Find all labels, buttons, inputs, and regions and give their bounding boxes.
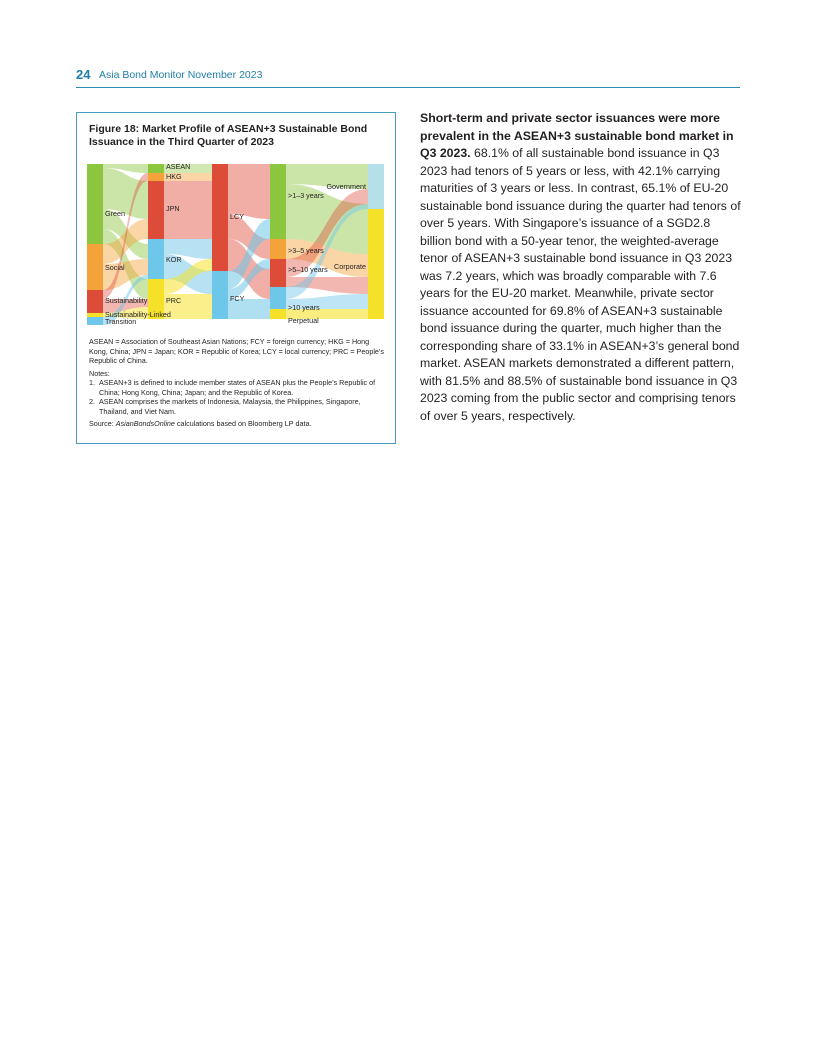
node-jpn <box>148 181 164 239</box>
note-number: 1. <box>89 378 95 387</box>
node-social <box>87 244 103 290</box>
node-10 <box>270 287 286 309</box>
link-lcy-1to3 <box>228 164 270 219</box>
notes-heading: Notes: <box>89 368 110 378</box>
figure-notes <box>89 337 389 432</box>
label-sustainability: Sustainability <box>105 296 148 305</box>
body-paragraph <box>420 110 742 425</box>
node-green <box>87 164 103 244</box>
paragraph-text: 68.1% of all sustainable bond issuance in Q3 2023 had tenors of 5 years or less, with 42.1% carrying maturities of 3 years or less. In contrast, 65.1% of EU-20 sustainable bond issuance during the quarter had tenors of over 5 years. With Singapore’s issuance of a SGD2.8 billion bond with a 50-year tenor, the weighted-average tenor of ASEAN+3 sustainable bond issuance in Q3 2023 was 7.2 years, which was broadly comparable with 7.6 years for the EU-20 market. Meanwhile, private sector issuance accounted for 69.8% of ASEAN+3 sustainable bond issuance during the quarter, much higher than the corresponding share of 33.1% in ASEAN+3’s general bond market. ASEAN markets demonstrated a different pattern, with 81.5% and 88.5% of sustainable bond issuance in Q3 2023 coming from the public sector and comprising tenors of over 5 years, respectively. <box>420 146 741 423</box>
label-10: >10 years <box>288 303 320 312</box>
node-transition <box>87 317 103 325</box>
node-1to3 <box>270 164 286 239</box>
node-asean <box>148 164 164 173</box>
node-3to5 <box>270 239 286 259</box>
label-jpn: JPN <box>166 204 180 213</box>
node-hkg <box>148 173 164 181</box>
source-prefix: Source: <box>89 419 116 428</box>
label-green: Green <box>105 209 125 218</box>
sankey-chart <box>86 159 388 327</box>
label-lcy: LCY <box>230 212 244 221</box>
label-perpetual: Perpetual <box>288 316 319 325</box>
node-sustainability-linked <box>87 313 103 317</box>
label-transition: Transition <box>105 317 137 326</box>
note-text: ASEAN+3 is defined to include member states of ASEAN plus the People’s Republic of China; Hong Kong, China; Japan; and the Republic of Korea. <box>99 378 376 397</box>
abbreviations-note: ASEAN = Association of Southeast Asian Nations; FCY = foreign currency; HKG = Hong Kong, China; JPN = Japan; KOR = Republic of Korea; LCY = local currency; PRC = People’s Republic of China. <box>89 337 384 365</box>
note-number: 2. <box>89 397 95 406</box>
label-corporate: Corporate <box>334 262 366 271</box>
label-prc: PRC <box>166 296 182 305</box>
lead-sentence: Short-term and private sector issuances were more prevalent in the ASEAN+3 sustainable bond market in Q3 2023. <box>420 111 734 160</box>
node-lcy <box>212 164 228 271</box>
node-5to10 <box>270 259 286 287</box>
source-note <box>89 419 389 429</box>
label-5to10: >5–10 years <box>288 265 328 274</box>
label-fcy: FCY <box>230 294 245 303</box>
note-item <box>89 378 389 397</box>
label-sustainability-linked: Sustainability-Linked <box>105 310 171 319</box>
running-header <box>76 67 740 88</box>
link-fcy-perp <box>228 309 270 319</box>
node-government <box>368 164 384 209</box>
node-perpetual <box>270 309 286 319</box>
node-fcy <box>212 271 228 319</box>
figure-title: Figure 18: Market Profile of ASEAN+3 Sustainable Bond Issuance in the Third Quarter of 2023 <box>89 123 368 148</box>
label-1to3: >1–3 years <box>288 191 324 200</box>
figure-box <box>76 112 396 444</box>
node-kor <box>148 239 164 279</box>
label-kor: KOR <box>166 255 182 264</box>
node-corporate <box>368 209 384 319</box>
source-italic: AsianBondsOnline <box>115 419 175 428</box>
page-number: 24 <box>76 67 91 82</box>
node-sustainability <box>87 290 103 313</box>
note-text: ASEAN comprises the markets of Indonesia, Malaysia, the Philippines, Singapore, Thailand, and Viet Nam. <box>99 397 361 416</box>
note-item <box>89 397 389 416</box>
label-asean: ASEAN <box>166 162 191 171</box>
label-government: Government <box>326 182 366 191</box>
label-hkg: HKG <box>166 172 182 181</box>
label-3to5: >3–5 years <box>288 246 324 255</box>
publication-title: Asia Bond Monitor November 2023 <box>99 69 263 81</box>
source-suffix: calculations based on Bloomberg LP data. <box>174 419 312 428</box>
label-social: Social <box>105 263 125 272</box>
